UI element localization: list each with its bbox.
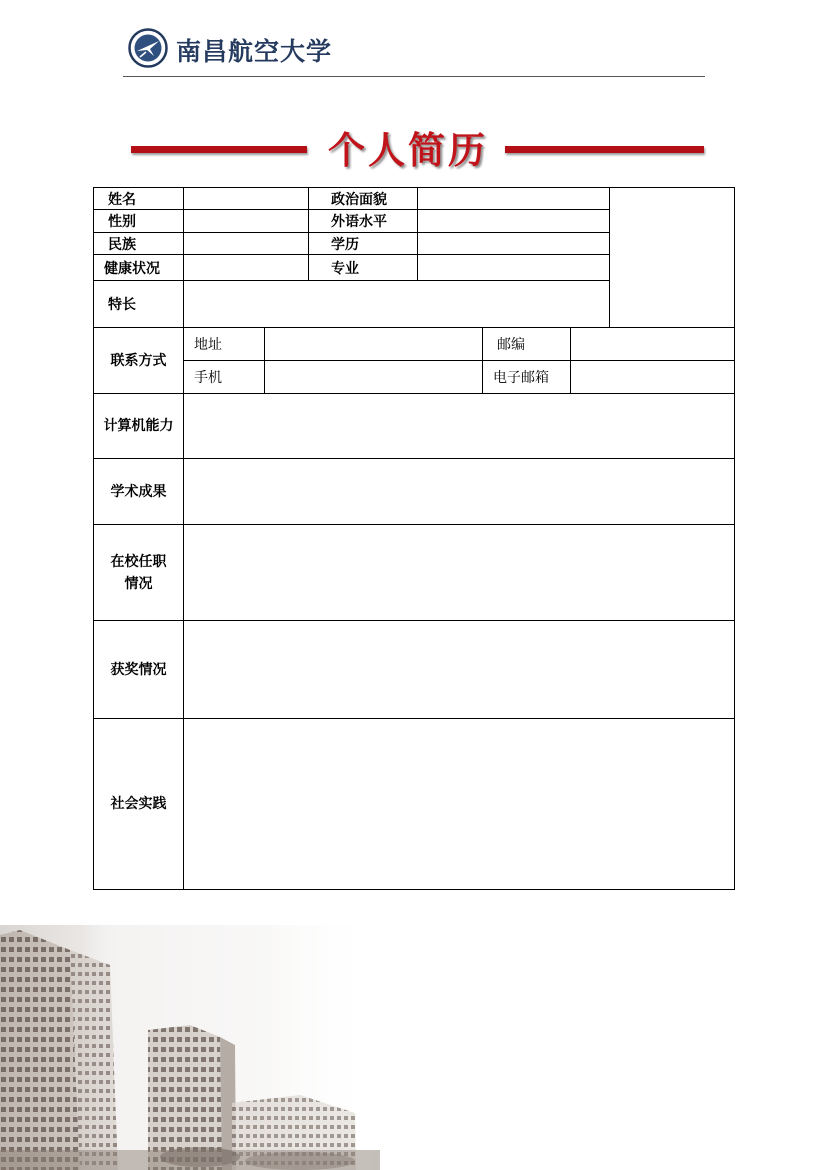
- title-bar-right: [505, 146, 704, 153]
- ethnicity-label: 民族: [93, 232, 184, 255]
- political-status-label: 政治面貌: [308, 187, 418, 210]
- awards-field[interactable]: [183, 620, 735, 719]
- social-practice-field[interactable]: [183, 718, 735, 890]
- social-practice-label: 社会实践: [93, 718, 184, 890]
- phone-label: 手机: [183, 360, 265, 394]
- campus-buildings-illustration: [0, 925, 380, 1170]
- university-logo: [128, 28, 333, 68]
- address-field[interactable]: [264, 327, 483, 361]
- education-field[interactable]: [417, 232, 610, 255]
- campus-positions-label: [93, 524, 184, 621]
- address-label: 地址: [183, 327, 265, 361]
- photo-box[interactable]: [609, 187, 735, 328]
- language-level-label: 外语水平: [308, 209, 418, 233]
- specialty-label: 特长: [93, 280, 184, 328]
- health-label: 健康状况: [93, 254, 184, 281]
- ethnicity-field[interactable]: [183, 232, 309, 255]
- language-level-field[interactable]: [417, 209, 610, 233]
- email-field[interactable]: [570, 360, 735, 394]
- gender-field[interactable]: [183, 209, 309, 233]
- name-label: 姓名: [93, 187, 184, 210]
- campus-positions-field[interactable]: [183, 524, 735, 621]
- title-bar-left: [131, 146, 307, 153]
- education-label: 学历: [308, 232, 418, 255]
- university-emblem-icon: [128, 28, 168, 68]
- awards-label: 获奖情况: [93, 620, 184, 719]
- resume-form: [93, 187, 735, 890]
- campus-positions-label-line1: 在校任职: [110, 553, 167, 570]
- academic-achievements-field[interactable]: [183, 458, 735, 525]
- phone-field[interactable]: [264, 360, 483, 394]
- major-field[interactable]: [417, 254, 610, 281]
- computer-skills-label: 计算机能力: [93, 393, 184, 459]
- political-status-field[interactable]: [417, 187, 610, 210]
- name-field[interactable]: [183, 187, 309, 210]
- health-field[interactable]: [183, 254, 309, 281]
- email-label: 电子邮箱: [482, 360, 571, 394]
- postcode-field[interactable]: [570, 327, 735, 361]
- page-title: 个人简历: [328, 128, 488, 172]
- gender-label: 性别: [93, 209, 184, 233]
- major-label: 专业: [308, 254, 418, 281]
- university-name: 南昌航空大学: [176, 37, 333, 66]
- header-divider: [123, 76, 705, 77]
- specialty-field[interactable]: [183, 280, 610, 328]
- computer-skills-field[interactable]: [183, 393, 735, 459]
- academic-achievements-label: 学术成果: [93, 458, 184, 525]
- campus-positions-label-line2: 情况: [124, 575, 153, 592]
- postcode-label: 邮编: [482, 327, 571, 361]
- contact-label: 联系方式: [93, 327, 184, 394]
